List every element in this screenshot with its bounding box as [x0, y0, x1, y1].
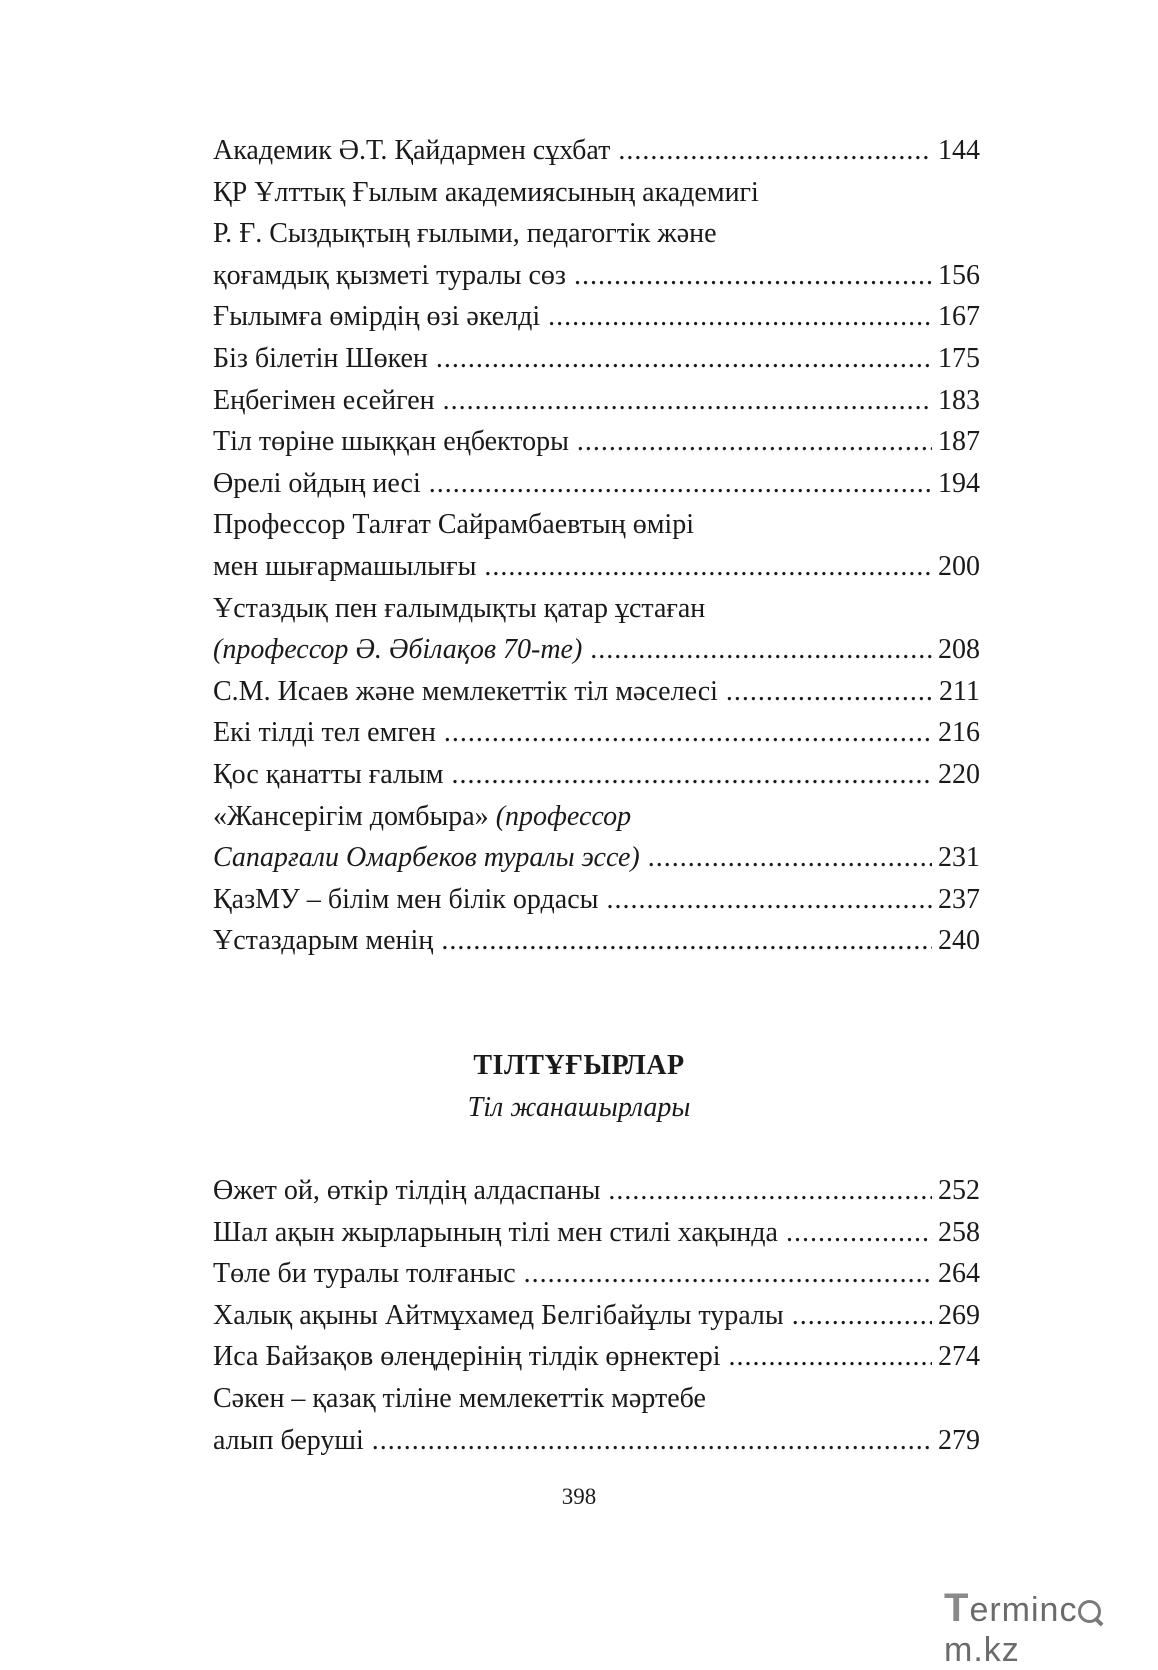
- toc-entry: [213, 712, 980, 754]
- dot-leader: [729, 1336, 932, 1378]
- toc-page-number: 279: [938, 1424, 980, 1456]
- toc-page-number: 194: [938, 467, 980, 499]
- toc-part-2: [213, 1170, 980, 1461]
- toc-entry-line-last: [213, 296, 980, 338]
- dot-leader: [792, 1295, 932, 1337]
- dot-leader: [441, 920, 932, 962]
- toc-entry-text: ҚазМУ – білім мен білік ордасы: [213, 883, 599, 915]
- dot-leader: [429, 463, 932, 505]
- dot-leader: [786, 1212, 932, 1254]
- toc-entry-text: «Жансерігім домбыра»: [213, 800, 496, 832]
- toc-entry-text: мен шығармашылығы: [213, 550, 477, 582]
- section-subtitle: Тіл жанашырлары: [467, 1092, 691, 1123]
- toc-entry-line-last: [213, 546, 980, 588]
- toc-entry-text: Еңбегімен есейген: [213, 384, 435, 416]
- toc-entry-text: Академик Ә.Т. Қайдармен сұхбат: [213, 135, 611, 166]
- toc-page-number: 237: [938, 883, 980, 915]
- toc-entry-line-last: [213, 1170, 980, 1212]
- toc-page-number: 220: [938, 758, 980, 790]
- toc-part-1: [213, 130, 980, 962]
- toc-entry: [213, 879, 980, 921]
- toc-entry-text: Біз білетін Шөкен: [213, 342, 428, 374]
- toc-entry: [213, 671, 980, 713]
- dot-leader: [548, 296, 932, 338]
- dot-leader: [443, 380, 932, 422]
- toc-entry: [213, 588, 980, 671]
- toc-entry-line-last: [213, 255, 980, 297]
- toc-entry: [213, 1212, 980, 1254]
- toc-entry-line: [213, 213, 980, 255]
- toc-entry-line-last: [213, 1420, 980, 1462]
- toc-entry-text: Шал ақын жырларының тілі мен стилі хақында: [213, 1216, 778, 1248]
- toc-entry-text: алып беруші: [213, 1424, 364, 1456]
- dot-leader: [648, 837, 932, 879]
- toc-entry-text: Иса Байзақов өлеңдерінің тілдік өрнектері: [213, 1341, 721, 1373]
- toc-entry: [213, 172, 980, 297]
- watermark-logo: [944, 1586, 1158, 1669]
- toc-entry-line-last: [213, 338, 980, 380]
- dot-leader: [608, 1170, 932, 1212]
- toc-entry-text: Халық ақыны Айтмұхамед Белгібайұлы туралы: [213, 1299, 784, 1331]
- toc-entry-line-last: [213, 754, 980, 796]
- logo-text-1: erminc: [969, 1591, 1078, 1629]
- toc-entry: [213, 1295, 980, 1337]
- toc-entry: [213, 1336, 980, 1378]
- toc-entry-text: Төле би туралы толғаныс: [213, 1258, 516, 1290]
- toc-entry-line-last: [213, 879, 980, 921]
- toc-entry-line: [213, 504, 980, 546]
- toc-entry-text-italic: (профессор: [495, 800, 632, 832]
- toc-entry-line-last: [213, 1295, 980, 1337]
- toc-entry: [213, 1170, 980, 1212]
- toc-entry-text: Өрелі ойдың иесі: [213, 467, 421, 499]
- toc-entry-line-last: [213, 671, 980, 713]
- toc-entry: [213, 796, 980, 879]
- toc-page-number: 208: [938, 634, 980, 666]
- toc-entry: [213, 463, 980, 505]
- toc-page-number: 258: [938, 1216, 980, 1248]
- toc-entry: [213, 1378, 980, 1461]
- toc-page-number: 240: [938, 925, 980, 957]
- toc-page-number: 144: [938, 135, 980, 166]
- dot-leader: [484, 546, 932, 588]
- toc-entry-line: [213, 1378, 980, 1420]
- toc-entry: [213, 421, 980, 463]
- toc-entry-line-last: [213, 712, 980, 754]
- toc-entry: [213, 296, 980, 338]
- toc-entry-text: Ұстаздарым менің: [213, 925, 434, 957]
- toc-entry-text: ҚР Ұлттық Ғылым академиясының академигі: [213, 176, 759, 208]
- toc-entry-line-last: [213, 130, 980, 172]
- dot-leader: [574, 255, 932, 297]
- toc-page-number: 175: [938, 342, 980, 374]
- toc-page-number: 200: [938, 550, 980, 582]
- toc-entry-line-last: [213, 1212, 980, 1254]
- toc-entry-line-last: [213, 629, 980, 671]
- dot-leader: [577, 421, 932, 463]
- dot-leader: [444, 712, 932, 754]
- toc-entry-text: қоғамдық қызметі туралы сөз: [213, 259, 566, 291]
- toc-entry-line-last: [213, 380, 980, 422]
- dot-leader: [606, 879, 932, 921]
- toc-page-number: 167: [938, 301, 980, 333]
- toc-page-number: 216: [938, 717, 980, 749]
- logo-text-2: m.kz: [944, 1631, 1020, 1669]
- toc-entry-line-last: [213, 463, 980, 505]
- toc-page-number: 187: [938, 426, 980, 458]
- toc-entry-text: Сапарғали Омарбеков туралы эссе): [213, 842, 640, 874]
- toc-page-number: 252: [938, 1175, 980, 1206]
- magnifier-icon: [1077, 1598, 1103, 1624]
- toc-entry-text: (профессор Ә. Әбілақов 70-те): [213, 634, 583, 666]
- dot-leader: [726, 671, 933, 713]
- toc-page-number: 211: [939, 675, 980, 707]
- toc-page-number: 269: [938, 1299, 980, 1331]
- toc-page-number: 264: [938, 1258, 980, 1290]
- toc-entry-line-last: [213, 920, 980, 962]
- toc-entry-text: С.М. Исаев және мемлекеттік тіл мәселесі: [213, 675, 718, 707]
- toc-entry: [213, 338, 980, 380]
- toc-entry-line-last: [213, 1336, 980, 1378]
- toc-entry-text: Ұстаздық пен ғалымдықты қатар ұстаған: [213, 592, 706, 624]
- toc-page-number: 274: [938, 1341, 980, 1373]
- toc-entry-line-last: [213, 421, 980, 463]
- toc-entry-text: Профессор Талғат Сайрамбаевтың өмірі: [213, 509, 694, 541]
- section-title: ТІЛТҰҒЫРЛАР: [473, 1050, 685, 1081]
- toc-entry: [213, 920, 980, 962]
- toc-entry: [213, 1253, 980, 1295]
- dot-leader: [451, 754, 932, 796]
- toc-entry-line: [213, 796, 980, 838]
- toc-entry: [213, 380, 980, 422]
- toc-entry-text: Тіл төріне шыққан еңбекторы: [213, 426, 569, 458]
- dot-leader: [524, 1253, 932, 1295]
- toc-entry: [213, 504, 980, 587]
- toc-entry-line: [213, 172, 980, 214]
- dot-leader: [436, 338, 932, 380]
- toc-entry-text: Р. Ғ. Сыздықтың ғылыми, педагогтік және: [213, 218, 717, 250]
- toc-entry-line: [213, 588, 980, 630]
- dot-leader: [590, 629, 932, 671]
- toc-page-number: 183: [938, 384, 980, 416]
- toc-entry: [213, 754, 980, 796]
- toc-entry-line-last: [213, 837, 980, 879]
- toc-entry-text: Екі тілді тел емген: [213, 717, 436, 749]
- toc-page-number: 231: [938, 842, 980, 874]
- page-number: 398: [561, 1484, 597, 1509]
- dot-leader: [372, 1420, 932, 1462]
- toc-entry-text: Сәкен – қазақ тіліне мемлекеттік мәртебе: [213, 1382, 706, 1414]
- toc-entry-text: Ғылымға өмірдің өзі әкелді: [213, 301, 541, 333]
- toc-page-number: 156: [938, 259, 980, 291]
- dot-leader: [618, 130, 932, 172]
- toc-entry-text: Өжет ой, өткір тілдің алдаспаны: [213, 1175, 601, 1206]
- toc-entry: [213, 130, 980, 172]
- toc-entry-line-last: [213, 1253, 980, 1295]
- toc-entry-text: Қос қанатты ғалым: [213, 758, 444, 790]
- logo-letter: T: [944, 1586, 970, 1630]
